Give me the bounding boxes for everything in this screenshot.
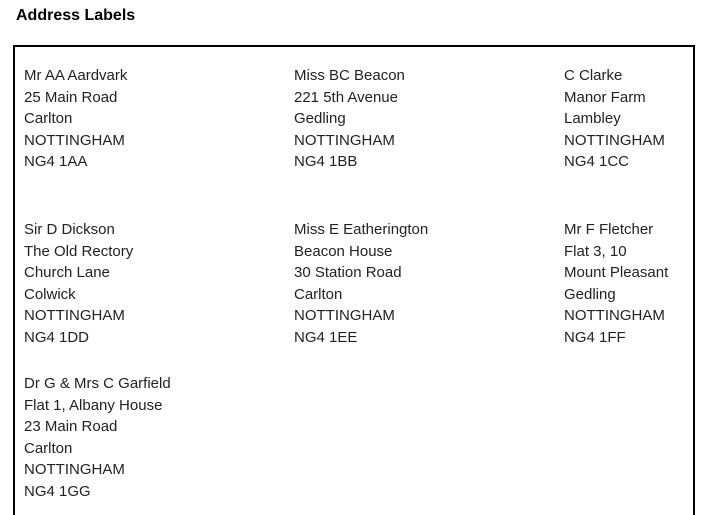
label-line: Flat 1, Albany House xyxy=(24,396,163,414)
address-label xyxy=(564,65,665,173)
label-line: NG4 1AA xyxy=(24,153,88,170)
address-label xyxy=(564,219,668,348)
address-label xyxy=(294,219,428,348)
label-line: Miss E Eatherington xyxy=(294,221,429,238)
label-line: NOTTINGHAM xyxy=(294,307,395,324)
label-line: The Old Rectory xyxy=(24,242,134,260)
label-line: 23 Main Road xyxy=(24,418,118,435)
label-line: Manor Farm xyxy=(564,88,646,106)
label-line: Lambley xyxy=(564,110,621,127)
label-line: Carlton xyxy=(24,110,73,127)
address-label xyxy=(294,65,405,173)
label-line: Gedling xyxy=(294,110,346,127)
label-line: NG4 1DD xyxy=(24,328,90,346)
label-line: Mount Pleasant xyxy=(564,264,669,281)
label-line: NOTTINGHAM xyxy=(564,307,665,324)
address-label xyxy=(24,373,171,502)
label-line: Mr F Fletcher xyxy=(564,221,654,238)
label-line: 30 Station Road xyxy=(294,264,402,281)
label-line: NOTTINGHAM xyxy=(24,307,125,324)
page-title: Address Labels xyxy=(16,7,136,24)
label-line: Carlton xyxy=(294,285,343,303)
label-line: NOTTINGHAM xyxy=(24,461,125,478)
label-line: NOTTINGHAM xyxy=(24,131,125,149)
label-line: Flat 3, 10 xyxy=(564,242,627,260)
label-line: Church Lane xyxy=(24,264,110,281)
label-line: Dr G & Mrs C Garfield xyxy=(24,375,171,392)
label-line: 221 5th Avenue xyxy=(294,88,398,106)
label-line: Carlton xyxy=(24,439,73,457)
address-label xyxy=(24,65,127,173)
label-line: Sir D Dickson xyxy=(24,221,115,238)
label-line: NOTTINGHAM xyxy=(294,131,395,149)
label-line: NG4 1FF xyxy=(564,328,626,346)
label-line: NG4 1EE xyxy=(294,328,358,346)
label-line: Colwick xyxy=(24,285,76,303)
address-label xyxy=(24,219,133,348)
label-line: NG4 1GG xyxy=(24,482,91,500)
label-line: Gedling xyxy=(564,285,616,303)
labels-frame xyxy=(13,45,695,515)
label-line: Miss BC Beacon xyxy=(294,67,405,84)
label-line: Beacon House xyxy=(294,242,393,260)
label-line: 25 Main Road xyxy=(24,88,118,106)
label-line: NG4 1CC xyxy=(564,153,630,170)
label-line: C Clarke xyxy=(564,67,623,84)
label-line: NG4 1BB xyxy=(294,153,358,170)
label-line: NOTTINGHAM xyxy=(564,131,665,149)
label-line: Mr AA Aardvark xyxy=(24,67,128,84)
